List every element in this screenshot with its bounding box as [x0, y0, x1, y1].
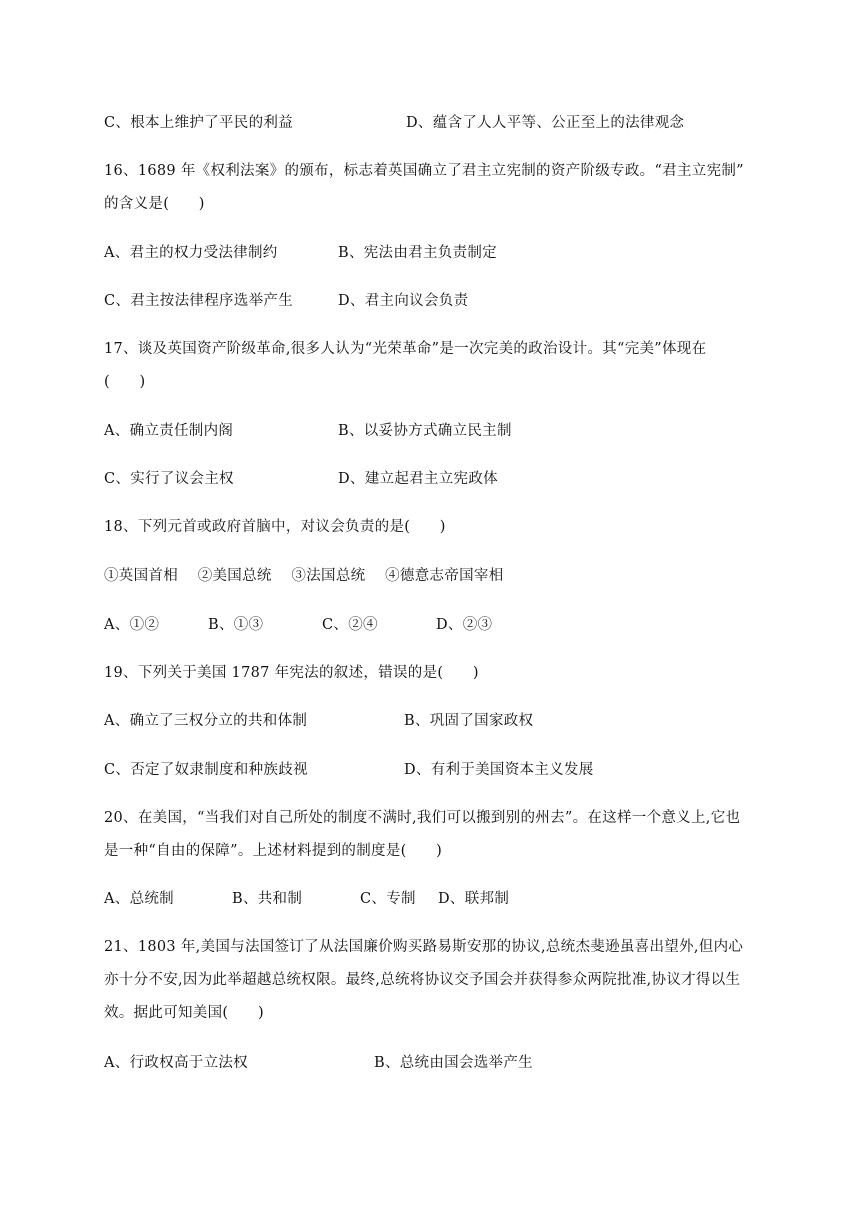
q21-option-a: A、行政权高于立法权: [104, 1055, 248, 1071]
q19-option-b: B、巩固了国家政权: [404, 713, 534, 729]
q20-option-d: D、联邦制: [438, 891, 510, 907]
q21-stem-line1: 21、1803 年,美国与法国签订了从法国廉价购买路易斯安那的协议,总统杰斐逊虽喜出望外,但内心: [104, 939, 744, 955]
q18-stem-line1: 18、下列元首或政府首脑中，对议会负责的是( ): [104, 519, 446, 535]
q18-statements: ①英国首相 ②美国总统 ③法国总统 ④德意志帝国宰相: [104, 568, 504, 584]
q16-option-c: C、君主按法律程序选举产生: [104, 293, 293, 309]
q16-option-a: A、君主的权力受法律制约: [104, 245, 278, 261]
q16-option-b: B、宪法由君主负责制定: [338, 245, 497, 261]
q15-option-d: D、蕴含了人人平等、公正至上的法律观念: [406, 115, 685, 131]
q21-stem-line2: 亦十分不安,因为此举超越总统权限。最终,总统将协议交予国会并获得参众两院批准,协议才得以生: [104, 972, 741, 988]
q16-stem-line1: 16、1689 年《权利法案》的颁布，标志着英国确立了君主立宪制的资产阶级专政。“君主立宪制”: [104, 163, 744, 179]
q17-option-d: D、建立起君主立宪政体: [338, 471, 498, 487]
q21-stem-line3: 效。据此可知美国( ): [104, 1005, 264, 1021]
q19-option-c: C、否定了奴隶制度和种族歧视: [104, 762, 308, 778]
q16-option-d: D、君主向议会负责: [338, 293, 469, 309]
q20-option-b: B、共和制: [232, 891, 303, 907]
q17-stem-line1: 17、谈及英国资产阶级革命,很多人认为“光荣革命”是一次完美的政治设计。其“完美”体现在: [104, 341, 707, 357]
q18-option-a: A、①②: [104, 617, 160, 633]
q20-option-a: A、总统制: [104, 891, 174, 907]
q19-option-a: A、确立了三权分立的共和体制: [104, 713, 308, 729]
q20-option-c: C、专制: [360, 891, 416, 907]
q20-stem-line2: 是一种“自由的保障”。上述材料提到的制度是( ): [104, 843, 443, 859]
q17-stem-line2: ( ): [104, 374, 146, 390]
q18-option-d: D、②③: [436, 617, 493, 633]
q20-stem-line1: 20、在美国，“当我们对自己所处的制度不满时,我们可以搬到别的州去”。在这样一个意义上,它也: [104, 810, 741, 826]
q18-option-b: B、①③: [208, 617, 264, 633]
q17-option-a: A、确立责任制内阁: [104, 423, 234, 439]
q17-option-b: B、以妥协方式确立民主制: [338, 423, 512, 439]
q21-option-b: B、总统由国会选举产生: [374, 1055, 533, 1071]
q16-stem-line2: 的含义是( ): [104, 196, 205, 212]
q17-option-c: C、实行了议会主权: [104, 471, 234, 487]
q19-stem-line1: 19、下列关于美国 1787 年宪法的叙述，错误的是( ): [104, 665, 479, 681]
q15-option-c: C、根本上维护了平民的利益: [104, 115, 293, 131]
q18-option-c: C、②④: [322, 617, 378, 633]
q19-option-d: D、有利于美国资本主义发展: [404, 762, 594, 778]
